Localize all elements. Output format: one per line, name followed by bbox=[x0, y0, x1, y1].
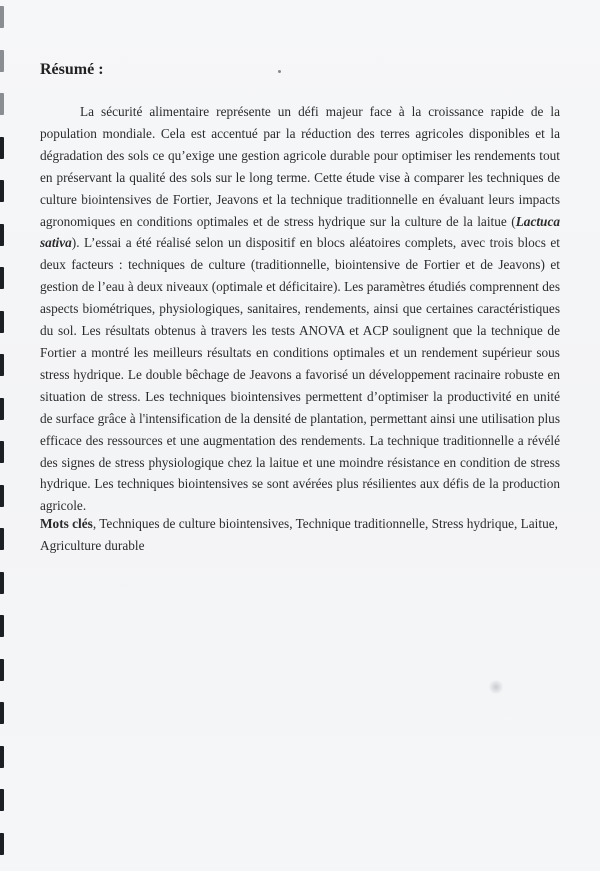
binding-hole bbox=[0, 354, 4, 376]
binding-holes bbox=[0, 0, 6, 871]
keywords-label: Mots clés bbox=[40, 516, 93, 531]
species-name: Lactuca sativa bbox=[40, 213, 560, 251]
scan-smudge bbox=[488, 680, 504, 694]
abstract-paragraph bbox=[40, 101, 560, 517]
binding-hole bbox=[0, 224, 4, 246]
binding-hole bbox=[0, 180, 4, 202]
binding-hole bbox=[0, 6, 4, 28]
binding-hole bbox=[0, 528, 4, 550]
binding-hole bbox=[0, 267, 4, 289]
binding-hole bbox=[0, 441, 4, 463]
abstract-text-part2: ). L’essai a été réalisé selon un dispositif en blocs aléatoires complets, avec trois blocs et deux facteurs : techniques de culture (traditionnelle, biointensive de Fortier et de Jeavons) et gestion de l’eau à deux niveaux (optimale et déficitaire). Les paramètres étudiés comprennent des aspects biométriques, physiologiques, sanitaires, rendements, ainsi que certaines caractéristiques du sol. Les résultats obtenus à travers les tests ANOVA et ACP soulignent que la technique de Fortier a montré les meilleurs résultats en conditions optimales et un rendement supérieur sous stress hydrique. Le double bêchage de Jeavons a favorisé un développement racinaire robuste en situation de stress. Les techniques biointensives permettent d’optimiser la productivité en unité de surface grâce à l'intensification de la densité de plantation, permettant ainsi une utilisation plus efficace des ressources et une augmentation des rendements. La technique traditionnelle a révélé des signes de stress physiologique chez la laitue et une moindre résistance en condition de stress hydrique. Les techniques biointensives se sont avérées plus résilientes aux défis de la production agricole. bbox=[40, 235, 560, 514]
binding-hole bbox=[0, 311, 4, 333]
keywords-paragraph bbox=[40, 513, 560, 557]
binding-hole bbox=[0, 93, 4, 115]
keywords-text: , Techniques de culture biointensives, Technique traditionnelle, Stress hydrique, Laitue, Agriculture durable bbox=[40, 516, 558, 553]
binding-hole bbox=[0, 833, 4, 855]
binding-hole bbox=[0, 572, 4, 594]
binding-hole bbox=[0, 789, 4, 811]
abstract-text-part1: La sécurité alimentaire représente un défi majeur face à la croissance rapide de la population mondiale. Cela est accentué par la réduction des terres agricoles disponibles et la dégradation des sols ce qu’exige une gestion agricole durable pour optimiser les rendements tout en préservant la qualité des sols sur le long terme. Cette étude vise à comparer les techniques de culture biointensives de Fortier, Jeavons et la technique traditionnelle en évaluant leurs impacts agronomiques en conditions optimales et de stress hydrique sur la culture de la laitue ( bbox=[40, 104, 560, 229]
binding-hole bbox=[0, 702, 4, 724]
binding-hole bbox=[0, 485, 4, 507]
binding-hole bbox=[0, 50, 4, 72]
binding-hole bbox=[0, 746, 4, 768]
section-title: Résumé : bbox=[40, 61, 104, 78]
binding-hole bbox=[0, 398, 4, 420]
binding-hole bbox=[0, 659, 4, 681]
binding-hole bbox=[0, 137, 4, 159]
binding-hole bbox=[0, 615, 4, 637]
scan-speck bbox=[278, 70, 281, 73]
